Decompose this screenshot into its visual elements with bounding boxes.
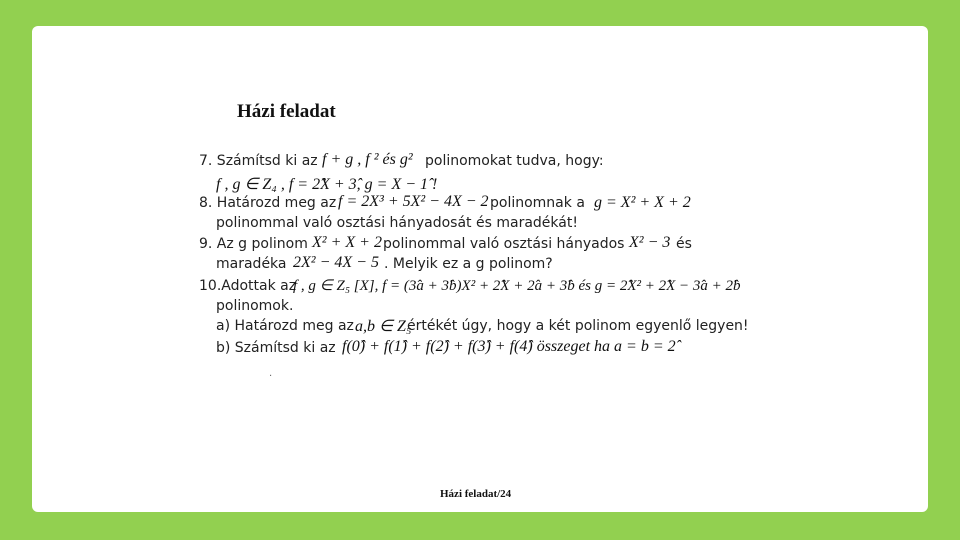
problem-7-condition: f , g ∈ Z₄ , f = 2̂X + 3̂, g = X − 1̂ ! xyxy=(216,176,438,193)
problem-10-b-math: f(0̂) + f(1̂) + f(2̂) + f(3̂) + f(4̂) összeget ha a = b = 2̂ xyxy=(342,338,676,355)
problem-8-math-g: g = X² + X + 2 xyxy=(594,194,691,211)
stray-dot: . xyxy=(269,368,273,379)
problem-10-a-math: a,b ∈ Z₅ xyxy=(355,318,412,335)
problem-10-b-text: b) Számítsd ki az xyxy=(216,340,336,356)
footer-label: Házi feladat/24 xyxy=(440,488,512,500)
page-title: Házi feladat xyxy=(237,101,336,122)
problem-10-a-text-2: értékét úgy, hogy a két polinom egyenlő legyen! xyxy=(407,318,749,334)
problem-7-text: 7. Számítsd ki az xyxy=(199,153,318,169)
problem-8-math-f: f = 2X³ + 5X² − 4X − 2 xyxy=(338,193,489,210)
problem-9-text-2: polinommal való osztási hányados xyxy=(383,236,625,252)
problem-9-text: 9. Az g polinom xyxy=(199,236,308,252)
problem-8-text-3: polinommal való osztási hányadosát és maradékát! xyxy=(216,215,578,231)
problem-10-text: 10.Adottak az xyxy=(199,278,297,294)
problem-8-text-2: polinomnak a xyxy=(490,195,585,211)
problem-10-a-text: a) Határozd meg az xyxy=(216,318,354,334)
problem-7-text-2: polinomokat tudva, hogy: xyxy=(425,153,604,169)
problem-9-text-3: és xyxy=(676,236,692,252)
problem-7-math: f + g , f ² és g² xyxy=(322,151,413,168)
problem-9-text-5: . Melyik ez a g polinom? xyxy=(384,256,553,272)
problem-9-math-remainder: 2X² − 4X − 5 xyxy=(293,254,379,271)
problem-9-math-quotient: X² − 3 xyxy=(629,234,671,251)
problem-10-math-polys: f , g ∈ Z₅ [X], f = (3̂a + 3̂b)X² + 2̂X + 2̂a + 3̂b és g = 2̂X² + 2̂X − 3̂a + 2̂b xyxy=(293,278,741,294)
problem-8-text: 8. Határozd meg az xyxy=(199,195,337,211)
problem-9-text-4: maradéka xyxy=(216,256,287,272)
problem-9-math-divisor: X² + X + 2 xyxy=(312,234,382,251)
problem-10-text-2: polinomok. xyxy=(216,298,294,314)
